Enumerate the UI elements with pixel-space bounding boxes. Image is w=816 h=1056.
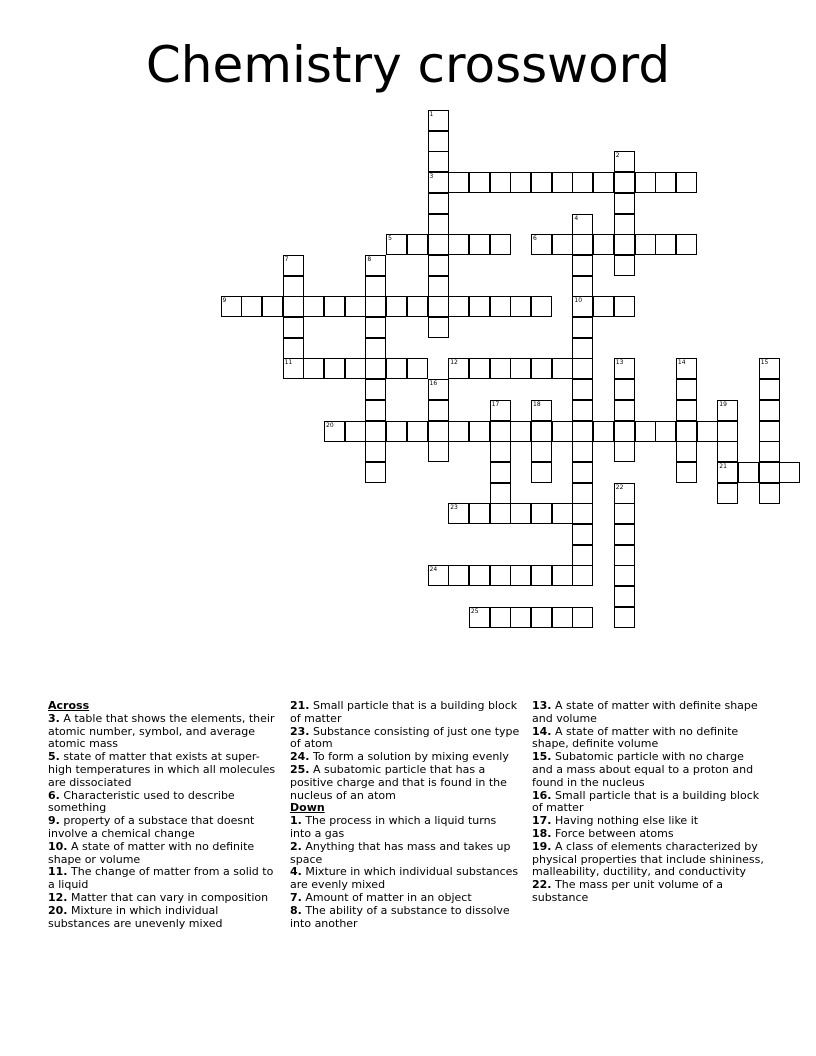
clue-label: 7. [290,890,302,904]
crossword-cell[interactable] [241,296,262,317]
clue-number: 6 [533,235,537,243]
crossword-cell[interactable] [759,441,780,462]
clue-label: 5. [48,750,60,764]
crossword-cell[interactable] [448,358,469,379]
crossword-cell[interactable] [303,358,324,379]
crossword-cell[interactable] [614,607,635,628]
crossword-cell[interactable] [469,296,490,317]
clue-text: property of a substace that doesnt involve a chemical change [48,814,255,840]
crossword-cell[interactable] [365,358,386,379]
crossword-cell[interactable] [510,503,531,524]
clue-label: 23. [290,724,310,738]
clue [532,790,764,816]
clue-number: 19 [719,400,727,408]
crossword-cell[interactable] [572,358,593,379]
crossword-cell[interactable] [717,400,738,421]
clue-text: Characteristic used to describe something [48,788,235,815]
clue-text: Small particle that is a building block of matter [290,699,518,725]
crossword-cell[interactable] [614,421,635,442]
page-title: Chemistry crossword [145,36,671,94]
crossword-cell[interactable] [469,358,490,379]
crossword-cell[interactable] [469,503,490,524]
clue-label: 2. [290,839,302,853]
clue-label: 16. [532,788,552,802]
crossword-cell[interactable] [572,421,593,442]
crossword-cell[interactable] [428,255,449,276]
clue-text: Substance consisting of just one type of atom [290,724,520,751]
clue-label: 8. [290,903,302,917]
crossword-cell[interactable] [552,607,573,628]
crossword-cell[interactable] [717,421,738,442]
clue-text: Mixture in which individual substances are unevenly mixed [48,903,223,930]
crossword-cell[interactable] [262,296,283,317]
clue [290,841,520,867]
crossword-cell[interactable] [448,565,469,586]
crossword-cell[interactable] [655,234,676,255]
crossword-cell[interactable] [283,338,304,359]
crossword-cell[interactable] [490,607,511,628]
crossword-cell[interactable] [717,441,738,462]
clue-label: 25. [290,762,310,776]
clue-text: The change of matter from a solid to a liquid [48,865,274,892]
crossword-cell[interactable] [676,358,697,379]
clue [48,905,278,931]
crossword-cell[interactable] [531,234,552,255]
clue-label: 1. [290,814,302,828]
crossword-cell[interactable] [614,586,635,607]
crossword-cell[interactable] [531,503,552,524]
crossword-cell[interactable] [510,565,531,586]
crossword-cell[interactable] [614,565,635,586]
clue [290,815,520,841]
crossword-cell[interactable] [759,400,780,421]
crossword-cell[interactable] [283,358,304,379]
crossword-cell[interactable] [531,441,552,462]
crossword-cell[interactable] [614,483,635,504]
crossword-cell[interactable] [676,421,697,442]
crossword-cell[interactable] [717,462,738,483]
crossword-cell[interactable] [635,172,656,193]
clue-text: Subatomic particle with no charge and a mass about equal to a proton and found in the nucleus [532,750,754,789]
crossword-cell[interactable] [531,400,552,421]
down-heading: Down [290,801,325,815]
crossword-cell[interactable] [221,296,242,317]
crossword-cell[interactable] [531,358,552,379]
clue-number: 16 [429,380,438,388]
crossword-cell[interactable] [531,296,552,317]
clue [290,866,520,892]
clue-text: Mixture in which individual substances are evenly mixed [290,865,519,892]
crossword-cell[interactable] [469,421,490,442]
crossword-cell[interactable] [552,358,573,379]
crossword-cell[interactable] [469,565,490,586]
crossword-cell[interactable] [593,421,614,442]
clue-number: 8 [367,255,372,263]
crossword-cell[interactable] [572,234,593,255]
crossword-cell[interactable] [490,296,511,317]
crossword-cell[interactable] [552,172,573,193]
clue-text: Small particle that is a building block of matter [532,788,760,815]
crossword-cell[interactable] [448,503,469,524]
crossword-cell[interactable] [407,234,428,255]
crossword-cell[interactable] [717,483,738,504]
crossword-cell[interactable] [365,276,386,297]
crossword-cell[interactable] [407,421,428,442]
crossword-cell[interactable] [614,255,635,276]
crossword-cell[interactable] [531,565,552,586]
crossword-cell[interactable] [365,296,386,317]
clue [48,841,278,867]
clue-text: Having nothing else like it [551,814,699,828]
crossword-cell[interactable] [428,151,449,172]
crossword-cell[interactable] [365,379,386,400]
crossword-cell[interactable] [345,296,366,317]
clue-text: A state of matter with definite shape and volume [532,699,758,725]
crossword-cell[interactable] [407,358,428,379]
crossword-cell[interactable] [490,358,511,379]
crossword-cell[interactable] [510,421,531,442]
crossword-cell[interactable] [490,421,511,442]
clue [532,879,764,905]
crossword-cell[interactable] [490,172,511,193]
crossword-cell[interactable] [283,296,304,317]
crossword-cell[interactable] [614,441,635,462]
crossword-cell[interactable] [303,296,324,317]
clue-number: 15 [760,359,769,367]
crossword-cell[interactable] [531,421,552,442]
clue-label: 24. [290,750,310,764]
crossword-cell[interactable] [365,441,386,462]
crossword-cell[interactable] [655,172,676,193]
clue-label: 17. [532,814,552,828]
crossword-cell[interactable] [779,462,800,483]
crossword-cell[interactable] [428,214,449,235]
crossword-cell[interactable] [593,296,614,317]
crossword-cell[interactable] [510,296,531,317]
clue [532,751,764,789]
crossword-cell[interactable] [428,110,449,131]
crossword-cell[interactable] [759,421,780,442]
crossword-cell[interactable] [655,421,676,442]
clue-number: 9 [222,297,227,305]
clue-label: 20. [48,903,68,917]
crossword-cell[interactable] [448,296,469,317]
clue [290,726,520,752]
clue-label: 22. [532,878,552,892]
crossword-cell[interactable] [386,234,407,255]
clue-label: 19. [532,839,552,853]
clue [532,726,764,752]
clue [290,905,520,931]
crossword-cell[interactable] [572,214,593,235]
crossword-cell[interactable] [572,296,593,317]
clue [290,764,520,802]
clue-number: 2 [615,152,620,160]
clue-label: 3. [48,711,60,725]
crossword-cell[interactable] [428,193,449,214]
crossword-cell[interactable] [614,524,635,545]
clue-text: Anything that has mass and takes up space [290,839,511,866]
crossword-cell[interactable] [510,358,531,379]
clue-text: A subatomic particle that has a positive charge and that is found in the nucleus of an atom [290,762,507,802]
crossword-cell[interactable] [428,441,449,462]
crossword-cell[interactable] [407,296,428,317]
crossword-cell[interactable] [552,421,573,442]
clue-label: 15. [532,750,552,764]
crossword-cell[interactable] [614,296,635,317]
clue-label: 6. [48,788,60,802]
crossword-cell[interactable] [283,276,304,297]
crossword-cell[interactable] [572,545,593,566]
clue-label: 14. [532,724,552,738]
clue [48,790,278,816]
crossword-cell[interactable] [490,565,511,586]
crossword-cell[interactable] [324,421,345,442]
crossword-cell[interactable] [593,234,614,255]
crossword-cell[interactable] [448,421,469,442]
crossword-cell[interactable] [614,214,635,235]
clue-text: A table that shows the elements, their atomic number, symbol, and average atomic mass [48,711,275,751]
crossword-cell[interactable] [614,379,635,400]
crossword-cell[interactable] [572,400,593,421]
crossword-cell[interactable] [365,400,386,421]
clue-number: 13 [615,359,624,367]
crossword-cell[interactable] [614,545,635,566]
crossword-cell[interactable] [283,255,304,276]
crossword-cell[interactable] [531,462,552,483]
clues-column-3 [532,700,764,905]
clue [48,815,278,841]
crossword-cell[interactable] [428,296,449,317]
clue-number: 21 [719,462,727,470]
clue-label: 9. [48,814,60,828]
crossword-cell[interactable] [324,358,345,379]
crossword-cell[interactable] [593,172,614,193]
clue-number: 23 [450,504,458,512]
clue-number: 5 [388,235,392,243]
crossword-cell[interactable] [490,234,511,255]
clue-text: A state of matter with no definite shape, definite volume [532,724,739,751]
clue-label: 12. [48,890,68,904]
clue-label: 4. [290,865,302,879]
across-heading: Across [48,699,90,712]
crossword-cell[interactable] [614,172,635,193]
clue-number: 20 [326,421,334,429]
crossword-cell[interactable] [614,358,635,379]
crossword-cell[interactable] [428,234,449,255]
crossword-cell[interactable] [345,358,366,379]
crossword-cell[interactable] [428,379,449,400]
clue-number: 7 [284,255,289,263]
crossword-cell[interactable] [531,172,552,193]
clue-number: 3 [429,173,434,181]
crossword-cell[interactable] [614,503,635,524]
clue-text: A state of matter with no definite shape or volume [48,839,255,866]
crossword-cell[interactable] [676,234,697,255]
clue-text: The ability of a substance to dissolve into another [290,903,510,930]
clue-number: 14 [677,359,686,367]
crossword-cell[interactable] [572,172,593,193]
crossword-cell[interactable] [428,317,449,338]
crossword-cell[interactable] [386,296,407,317]
clue-text: A class of elements characterized by physical properties that include shininess, malleability, ductility, and conductivity [532,839,764,879]
crossword-cell[interactable] [572,317,593,338]
clue-label: 21. [290,699,310,712]
crossword-cell[interactable] [572,379,593,400]
clue-number: 10 [574,297,583,305]
clue-number: 1 [429,111,434,118]
crossword-cell[interactable] [572,607,593,628]
crossword-cell[interactable] [676,441,697,462]
crossword-cell[interactable] [676,400,697,421]
crossword-cell[interactable] [614,151,635,172]
crossword-cell[interactable] [614,400,635,421]
crossword-cell[interactable] [365,255,386,276]
crossword-cell[interactable] [552,565,573,586]
clue-text: The process in which a liquid turns into a gas [290,814,497,840]
clue-label: 18. [532,826,552,840]
crossword-cell[interactable] [572,483,593,504]
crossword-cell[interactable] [531,607,552,628]
clue-number: 12 [450,359,458,367]
crossword-cell[interactable] [490,503,511,524]
crossword-cell[interactable] [676,379,697,400]
clue [290,700,520,726]
crossword-cell[interactable] [676,462,697,483]
clue [532,700,764,726]
clues-column-1 [48,700,278,930]
crossword-cell[interactable] [759,358,780,379]
clue-text: state of matter that exists at super-high temperatures in which all molecules are dissociated [48,750,276,789]
crossword-cell[interactable] [428,400,449,421]
crossword-cell[interactable] [759,379,780,400]
clue-text: Force between atoms [551,826,674,840]
crossword-cell[interactable] [386,358,407,379]
clue-text: To form a solution by mixing evenly [309,750,509,764]
crossword-cell[interactable] [365,421,386,442]
crossword-cell[interactable] [490,441,511,462]
crossword-cell[interactable] [469,234,490,255]
crossword-cell[interactable] [469,172,490,193]
clue [532,841,764,879]
clue-number: 25 [470,607,479,615]
crossword-cell[interactable] [448,172,469,193]
crossword-cell[interactable] [428,421,449,442]
crossword-cell[interactable] [572,462,593,483]
crossword-cell[interactable] [614,234,635,255]
crossword-cell[interactable] [428,131,449,152]
clue-number: 17 [491,400,500,408]
crossword-cell[interactable] [572,276,593,297]
crossword-cell[interactable] [510,607,531,628]
clues-column-2 [290,700,520,930]
clue [48,713,278,751]
crossword-cell[interactable] [572,255,593,276]
crossword-cell[interactable] [572,565,593,586]
clue-text: The mass per unit volume of a substance [532,878,724,904]
crossword-cell[interactable] [469,607,490,628]
clue-number: 22 [615,483,624,491]
crossword-cell[interactable] [552,234,573,255]
crossword-cell[interactable] [365,462,386,483]
clue-number: 11 [284,359,293,367]
crossword-cell[interactable] [428,172,449,193]
clue-text: Matter that can vary in composition [67,890,269,904]
clue-label: 10. [48,839,68,853]
crossword-cell[interactable] [345,421,366,442]
crossword-cell[interactable] [697,421,718,442]
crossword-cell[interactable] [614,193,635,214]
crossword-cell[interactable] [572,338,593,359]
clue-label: 11. [48,865,68,879]
crossword-cell[interactable] [635,421,656,442]
crossword-cell[interactable] [552,503,573,524]
crossword-cell[interactable] [759,483,780,504]
clue [48,866,278,892]
crossword-cell[interactable] [490,400,511,421]
crossword-cell[interactable] [676,172,697,193]
crossword-cell[interactable] [428,276,449,297]
clue [48,751,278,789]
clue-label: 13. [532,699,552,712]
crossword-cell[interactable] [490,483,511,504]
crossword-cell[interactable] [510,172,531,193]
crossword-cell[interactable] [448,234,469,255]
crossword-cell[interactable] [324,296,345,317]
crossword-cell[interactable] [572,503,593,524]
crossword-cell[interactable] [283,317,304,338]
crossword-cell[interactable] [365,317,386,338]
crossword-cell[interactable] [738,462,759,483]
clue-text: Amount of matter in an object [301,890,472,904]
crossword-cell[interactable] [490,462,511,483]
crossword-cell[interactable] [635,234,656,255]
crossword-cell[interactable] [759,462,780,483]
crossword-cell[interactable] [572,441,593,462]
crossword-cell[interactable] [572,524,593,545]
crossword-cell[interactable] [386,421,407,442]
clue-number: 18 [533,400,541,408]
clue-number: 24 [429,566,438,574]
clue-number: 4 [574,214,579,222]
crossword-cell[interactable] [428,565,449,586]
crossword-cell[interactable] [365,338,386,359]
